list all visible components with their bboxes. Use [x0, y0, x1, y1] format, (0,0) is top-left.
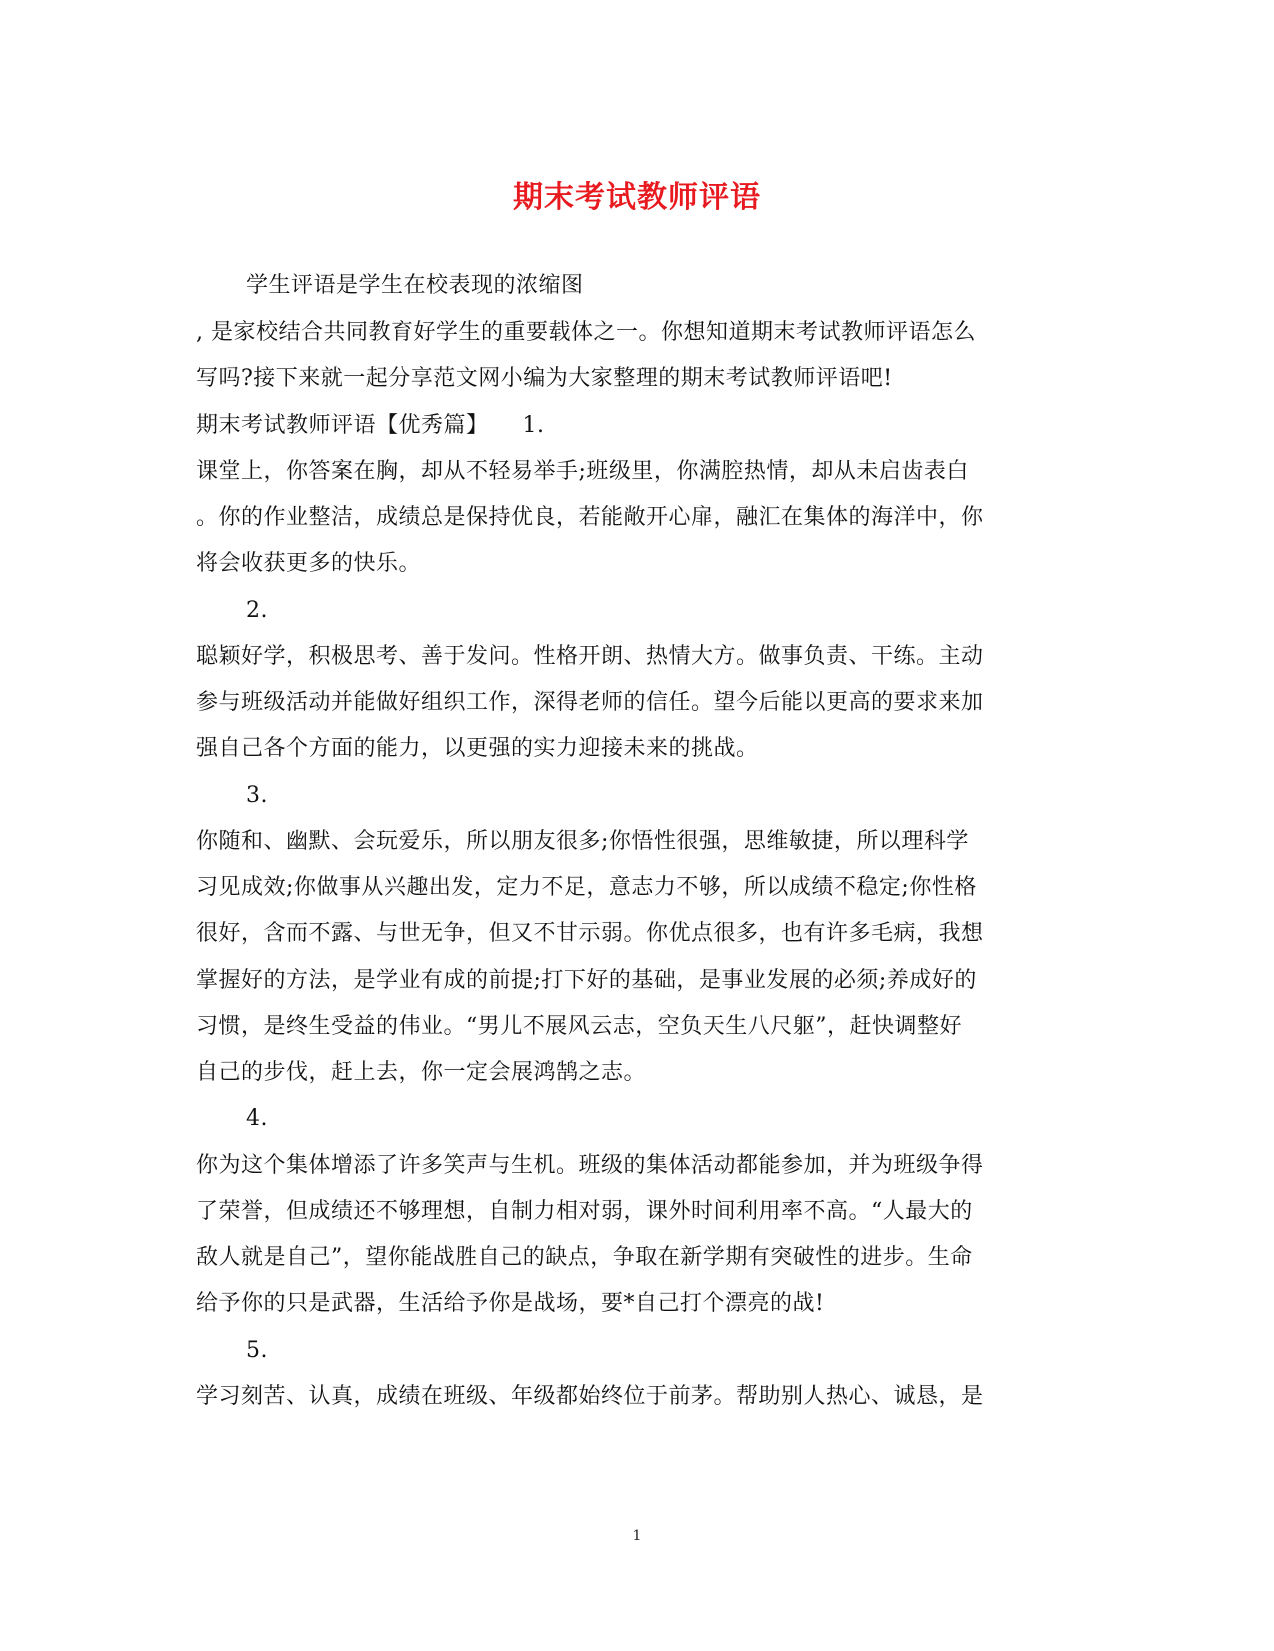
paragraph-line: 学习刻苦、认真，成绩在班级、年级都始终位于前茅。帮助别人热心、诚恳，是	[196, 1384, 984, 1409]
item-number: 3.	[246, 783, 268, 808]
paragraph-line: 强自己各个方面的能力，以更强的实力迎接未来的挑战。	[196, 736, 759, 761]
page-number: 1	[632, 1528, 642, 1544]
paragraph-line: 课堂上，你答案在胸，却从不轻易举手;班级里，你满腔热情，却从未启齿表白	[196, 459, 969, 484]
paragraph-line: 习惯，是终生受益的伟业。“男儿不展风云志，空负天生八尺躯”，赶快调整好	[196, 1014, 962, 1039]
paragraph-line: 参与班级活动并能做好组织工作，深得老师的信任。望今后能以更高的要求来加	[196, 690, 984, 715]
paragraph-line: 学生评语是学生在校表现的浓缩图	[246, 273, 584, 298]
paragraph-line: 聪颖好学，积极思考、善于发问。性格开朗、热情大方。做事负责、干练。主动	[196, 644, 984, 669]
paragraph-line: , 是家校结合共同教育好学生的重要载体之一。你想知道期末考试教师评语怎么	[196, 320, 976, 345]
paragraph-line: 将会收获更多的快乐。	[196, 551, 422, 576]
paragraph-line: 你随和、幽默、会玩爱乐，所以朋友很多;你悟性很强，思维敏捷，所以理科学	[196, 829, 969, 854]
document-title: 期末考试教师评语	[513, 180, 761, 215]
paragraph-line: 敌人就是自己”，望你能战胜自己的缺点，争取在新学期有突破性的进步。生命	[196, 1245, 973, 1270]
item-number: 4.	[246, 1106, 268, 1131]
paragraph-line: 掌握好的方法，是学业有成的前提;打下好的基础，是事业发展的必须;养成好的	[196, 968, 977, 993]
paragraph-line: 习见成效;你做事从兴趣出发，定力不足，意志力不够，所以成绩不稳定;你性格	[196, 875, 977, 900]
paragraph-line: 你为这个集体增添了许多笑声与生机。班级的集体活动都能参加，并为班级争得	[196, 1153, 984, 1178]
item-number: 2.	[246, 598, 268, 623]
paragraph-line: 写吗?接下来就一起分享范文网小编为大家整理的期末考试教师评语吧!	[196, 366, 893, 391]
paragraph-line: 给予你的只是武器，生活给予你是战场，要*自己打个漂亮的战!	[196, 1291, 825, 1316]
paragraph-line: 自己的步伐，赶上去，你一定会展鸿鹄之志。	[196, 1060, 647, 1085]
item-number: 5.	[246, 1338, 268, 1363]
paragraph-line: 很好，含而不露、与世无争，但又不甘示弱。你优点很多，也有许多毛病，我想	[196, 921, 984, 946]
paragraph-line: 。你的作业整洁，成绩总是保持优良，若能敞开心扉，融汇在集体的海洋中，你	[196, 505, 984, 530]
paragraph-line: 了荣誉，但成绩还不够理想，自制力相对弱，课外时间利用率不高。“人最大的	[196, 1199, 973, 1224]
section-heading: 期末考试教师评语【优秀篇】 1.	[196, 413, 545, 438]
